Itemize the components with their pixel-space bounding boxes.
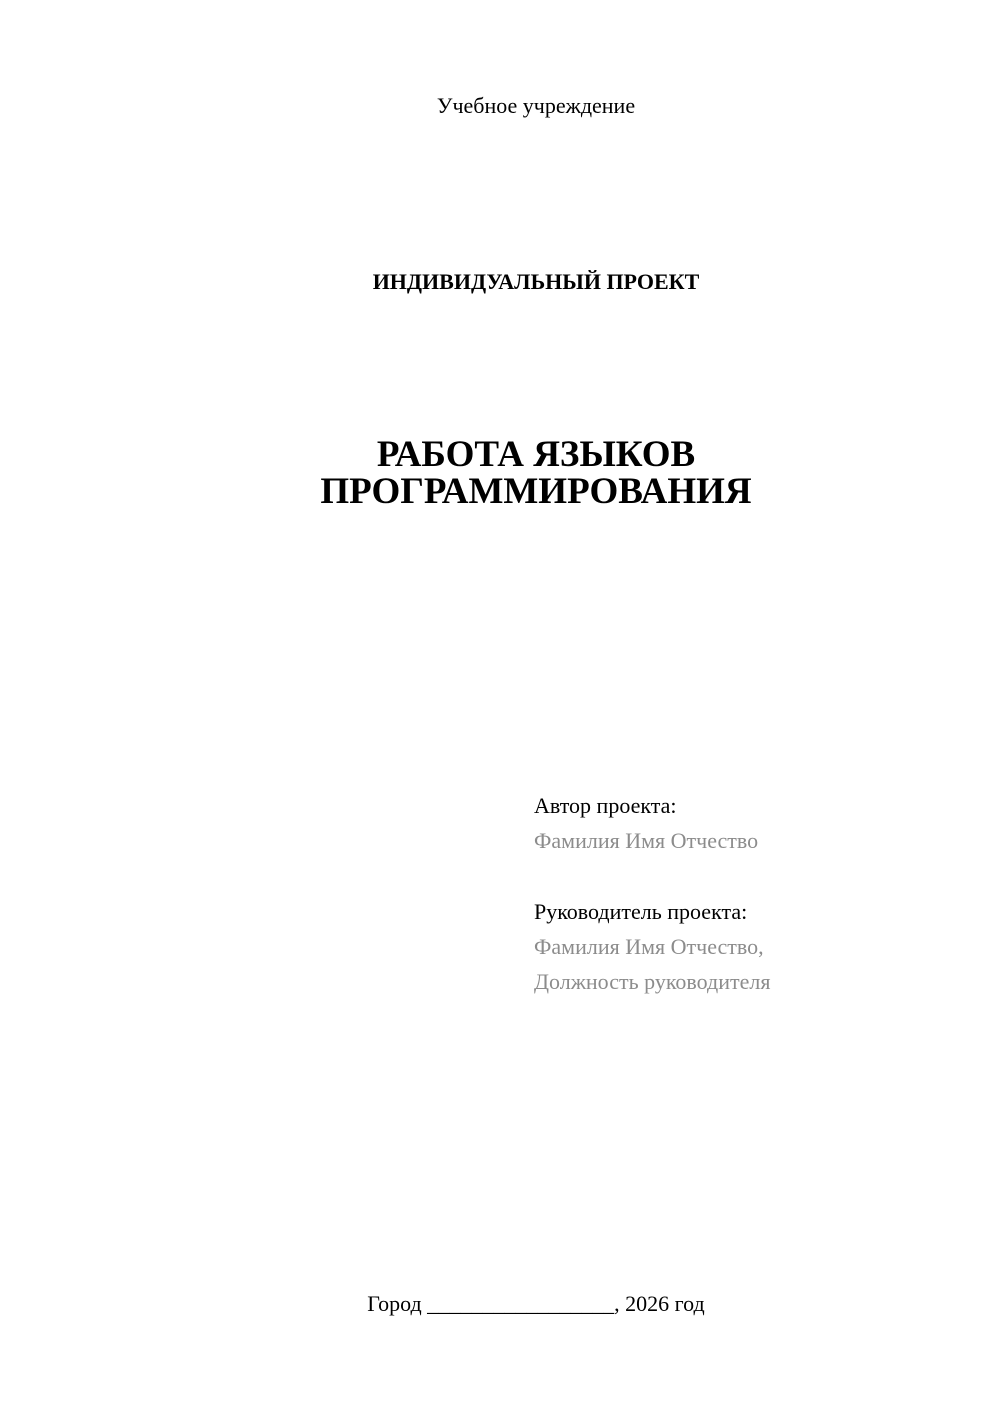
supervisor-name: Фамилия Имя Отчество, [534,934,764,959]
institution-name: Учебное учреждение [436,93,636,118]
project-title [0,436,1000,510]
project-type-heading: ИНДИВИДУАЛЬНЫЙ ПРОЕКТ [372,269,700,294]
credits-spacer [534,858,954,894]
supervisor-position: Должность руководителя [534,969,771,994]
author-name: Фамилия Имя Отчество [534,828,759,853]
project-title-line-2: ПРОГРАММИРОВАНИЯ [320,471,752,512]
project-title-line-1: РАБОТА ЯЗЫКОВ [376,434,696,475]
supervisor-label: Руководитель проекта: [534,899,748,924]
author-label: Автор проекта: [534,793,677,818]
credits-block [534,788,954,999]
city-year-line: Город _________________, 2026 год [367,1291,705,1316]
